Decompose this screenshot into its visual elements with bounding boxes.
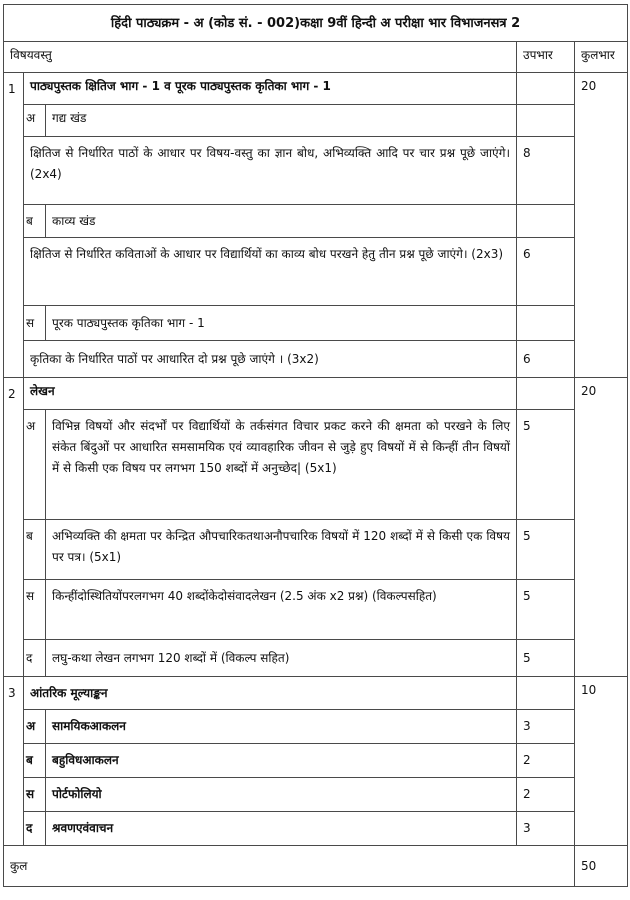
item-text: विभिन्न विषयों और संदर्भों पर विद्यार्थियों के तर्कसंगत विचार प्रकट करने की क्षमता को परखने के लिए संकेत बिंदुओं पर आधारित समसामयिक एवं व्यावहारिक जीवन से जुड़े हुए विषयों में से किन्हीं तीन विषयों में से किसी एक विषय पर लगभग 150 शब्दों में अनुच्छेद| (5x1) [46,410,517,520]
section-number: 2 [4,378,24,677]
item-marks: 2 [517,744,575,778]
title-row [4,5,628,42]
total-row [4,846,628,887]
item-marks: 3 [517,710,575,744]
part-marks: 6 [517,238,575,306]
item-text: लघु-कथा लेखन लगभग 120 शब्दों में (विकल्प सहित) [46,640,517,677]
item-letter: स [24,778,46,812]
header-sub-marks: उपभार [517,42,575,73]
part-marks: 8 [517,137,575,205]
section-number: 1 [4,73,24,378]
part-name: गद्य खंड [46,105,517,137]
section-heading: आंतरिक मूल्याङ्कन [24,677,517,710]
page-title: हिंदी पाठ्यक्रम - अ (कोड सं. - 002)कक्षा 9वीं हिन्दी अ परीक्षा भार विभाजनसत्र 2 [4,5,628,42]
item-text: पोर्टफोलियो [46,778,517,812]
item-letter: द [24,640,46,677]
item-marks: 3 [517,812,575,846]
desc-row [4,341,628,378]
empty-cell [517,306,575,341]
total-label: कुल [4,846,575,887]
header-content: विषयवस्तु [4,42,517,73]
section-2-heading-row [4,378,628,410]
item-row [4,410,628,520]
item-marks: 5 [517,640,575,677]
item-text: बहुविधआकलन [46,744,517,778]
section-total: 20 [575,73,628,378]
header-row [4,42,628,73]
item-marks: 5 [517,580,575,640]
item-text: सामयिकआकलन [46,710,517,744]
part-row [4,205,628,238]
part-description: क्षितिज से निर्धारित कविताओं के आधार पर विद्यार्थियों का काव्य बोध परखने हेतु तीन प्रश्न पूछे जाएंगे। (2x3) [24,238,517,306]
part-row [4,105,628,137]
grand-total: 50 [575,846,628,887]
item-marks: 5 [517,410,575,520]
item-letter: अ [24,710,46,744]
section-1-heading-row [4,73,628,105]
part-letter: ब [24,205,46,238]
header-total-marks: कुलभार [575,42,628,73]
marks-distribution-table [3,4,628,887]
item-text: श्रवणएवंवाचन [46,812,517,846]
item-row [4,640,628,677]
section-total: 20 [575,378,628,677]
section-heading: लेखन [24,378,517,410]
part-row [4,306,628,341]
item-marks: 5 [517,520,575,580]
desc-row [4,137,628,205]
part-name: काव्य खंड [46,205,517,238]
item-row [4,744,628,778]
item-row [4,812,628,846]
item-row [4,778,628,812]
item-row [4,520,628,580]
item-letter: द [24,812,46,846]
empty-cell [517,205,575,238]
empty-cell [517,378,575,410]
part-letter: स [24,306,46,341]
item-letter: ब [24,744,46,778]
item-letter: ब [24,520,46,580]
item-text: किन्हींदोस्थितियोंपरलगभग 40 शब्दोंकेदोसंवादलेखन (2.5 अंक x2 प्रश्न) (विकल्पसहित) [46,580,517,640]
empty-cell [517,677,575,710]
item-text: अभिव्यक्ति की क्षमता पर केन्द्रित औपचारिकतथाअनौपचारिक विषयों में 120 शब्दों में से किसी एक विषय पर पत्र। (5x1) [46,520,517,580]
section-number: 3 [4,677,24,846]
section-3-heading-row [4,677,628,710]
section-total: 10 [575,677,628,846]
desc-row [4,238,628,306]
item-marks: 2 [517,778,575,812]
part-letter: अ [24,105,46,137]
part-marks: 6 [517,341,575,378]
empty-cell [517,73,575,105]
part-name: पूरक पाठ्यपुस्तक कृतिका भाग - 1 [46,306,517,341]
item-row [4,710,628,744]
section-heading: पाठ्यपुस्तक क्षितिज भाग - 1 व पूरक पाठ्यपुस्तक कृतिका भाग - 1 [24,73,517,105]
empty-cell [517,105,575,137]
part-description: कृतिका के निर्धारित पाठों पर आधारित दो प्रश्न पूछे जाएंगे । (3x2) [24,341,517,378]
item-row [4,580,628,640]
item-letter: अ [24,410,46,520]
part-description: क्षितिज से निर्धारित पाठों के आधार पर विषय-वस्तु का ज्ञान बोध, अभिव्यक्ति आदि पर चार प्रश्न पूछे जाएंगे। (2x4) [24,137,517,205]
item-letter: स [24,580,46,640]
